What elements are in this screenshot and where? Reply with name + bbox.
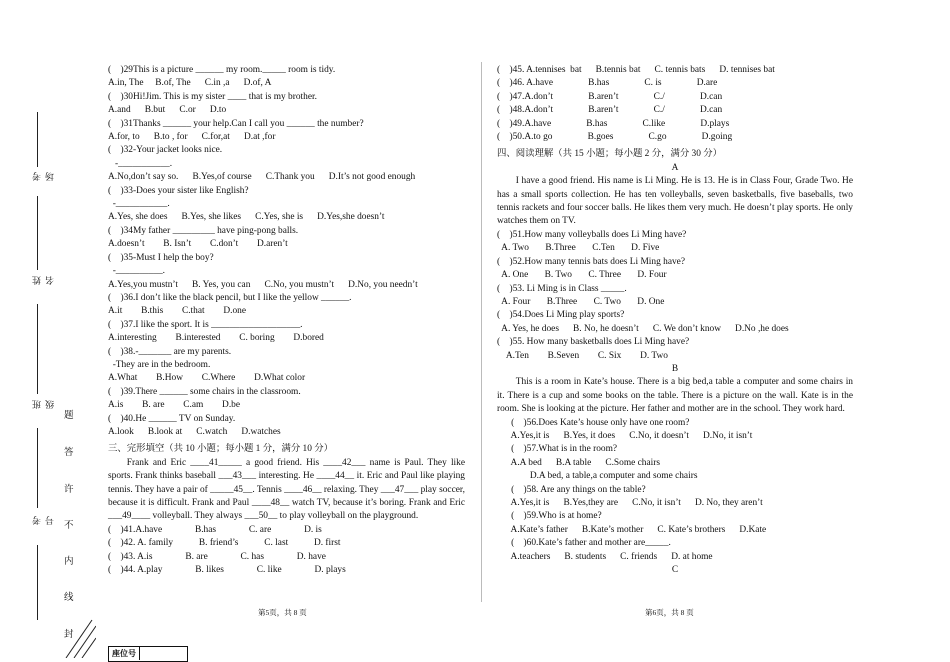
section-heading: 三、完形填空（共 10 小题；每小题 1 分，满分 10 分） bbox=[108, 444, 334, 455]
question-line: A.Ten B.Seven C. Six D. Two bbox=[497, 350, 668, 361]
question-line: ( )31Thanks ______ your help.Can I call you ______ the number? bbox=[108, 118, 364, 129]
question-line: -___________. bbox=[108, 199, 170, 210]
no-answer-char-5: 内 bbox=[64, 556, 74, 567]
question-line: A.interesting B.interested C. boring D.bored bbox=[108, 333, 324, 344]
question-line: A. Four B.Three C. Two D. One bbox=[497, 296, 665, 307]
question-line: A.and B.but C.or D.to bbox=[108, 105, 227, 116]
question-line: A. Two B.Three C.Ten D. Five bbox=[497, 243, 660, 254]
question-line: A.What B.How C.Where D.What color bbox=[108, 373, 306, 384]
passage-paragraph: I have a good friend. His name is Li Ming. He is 13. He is in Class Four, Grade Two. He has a small sports collection. He has ten volleyballs, seven basketballs, five baseballs, two tennis rackets and four soccer balls. He likes them very much. He doesn’t play sports. He only watches them on TV. bbox=[497, 176, 853, 227]
question-line: ( )39.There ______ some chairs in the classroom. bbox=[108, 386, 301, 397]
exam-room-label: 考场 bbox=[33, 172, 56, 181]
question-line: ( )34My father _________ have ping-pong balls. bbox=[108, 225, 299, 236]
no-answer-char-7: 封 bbox=[64, 629, 74, 640]
student-no-label: 考号 bbox=[33, 516, 56, 525]
question-line: ( )60.Kate’s father and mother are_____. bbox=[497, 538, 671, 549]
question-line: A.is B. are C.am D.be bbox=[108, 400, 241, 411]
no-answer-char-2: 答 bbox=[64, 447, 74, 458]
question-line: ( )33-Does your sister like English? bbox=[108, 185, 249, 196]
question-line: D.A bed, a table,a computer and some chairs bbox=[497, 471, 698, 482]
question-line: A.Yes,it is B.Yes,they are C.No, it isn’t D. No, they aren’t bbox=[497, 498, 763, 508]
question-line: A.A bed B.A table C.Some chairs bbox=[497, 457, 661, 468]
question-line: ( )44. A.play B. likes C. like D. plays bbox=[108, 565, 346, 576]
question-line: ( )35-Must I help the boy? bbox=[108, 252, 214, 263]
question-line: A.No,don’t say so. B.Yes,of course C.Thank you D.It’s not good enough bbox=[108, 172, 416, 183]
no-answer-char-4: 不 bbox=[64, 520, 74, 531]
question-line: ( )29This is a picture ______ my room._____ room is tidy. bbox=[108, 65, 336, 75]
question-line: A.Yes,you mustn’t B. Yes, you can C.No, you mustn’t D.No, you needn’t bbox=[108, 279, 418, 290]
class-label: 班级 bbox=[33, 400, 56, 409]
section-heading: 四、阅读理解（共 15 小题；每小题 2 分，满分 30 分） bbox=[497, 149, 723, 160]
footer-left-page-number: 第5页，共 8 页 bbox=[258, 608, 307, 617]
question-line: A. One B. Two C. Three D. Four bbox=[497, 270, 667, 281]
question-line: ( )57.What is in the room? bbox=[497, 444, 618, 455]
seat-number-box bbox=[108, 646, 188, 662]
passage-label: C bbox=[671, 565, 679, 576]
question-line: ( )46. A.have B.has C. is D.are bbox=[497, 78, 718, 89]
name-line-lower bbox=[37, 304, 38, 394]
question-line: ( )56.Does Kate’s house only have one room? bbox=[497, 417, 690, 428]
question-line: A.Yes,it is B.Yes, it does C.No, it doesn’t D.No, it isn’t bbox=[497, 430, 753, 441]
question-line: ( )55. How many basketballs does Li Ming have? bbox=[497, 337, 690, 348]
question-line: A.it B.this C.that D.one bbox=[108, 306, 247, 317]
binding-hatch-mark bbox=[62, 618, 96, 658]
student-no-line bbox=[37, 545, 38, 620]
right-column bbox=[497, 64, 853, 577]
question-line: -__________. bbox=[108, 266, 166, 277]
question-line: ( )43. A.is B. are C. has D. have bbox=[108, 551, 326, 562]
exam-room-line bbox=[37, 112, 38, 167]
left-column bbox=[108, 64, 465, 577]
question-line: ( )50.A.to go B.goes C.go D.going bbox=[497, 132, 733, 143]
question-line: ( )42. A. family B. friend’s C. last D. first bbox=[108, 538, 341, 549]
question-line: A.doesn’t B. Isn’t C.don’t D.aren’t bbox=[108, 239, 288, 250]
footer-right-page-number: 第6页，共 8 页 bbox=[645, 608, 694, 617]
question-line: ( )59.Who is at home? bbox=[497, 511, 602, 522]
question-line: ( )53. Li Ming is in Class _____. bbox=[497, 283, 627, 294]
question-line: ( )48.A.don’t B.aren’t C./ D.can bbox=[497, 105, 723, 116]
no-answer-char-6: 线 bbox=[64, 592, 74, 603]
question-line: A.teachers B. students C. friends D. at home bbox=[497, 551, 713, 562]
no-answer-char-1: 题 bbox=[64, 410, 74, 421]
seat-number-label: 座位号 bbox=[109, 647, 140, 660]
question-line: ( )40.He ______ TV on Sunday. bbox=[108, 413, 236, 424]
class-line bbox=[37, 428, 38, 508]
question-line: ( )32-Your jacket looks nice. bbox=[108, 145, 223, 156]
question-line: A.in, The B.of, The C.in ,a D.of, A bbox=[108, 78, 272, 89]
question-line: ( )41.A.have B.has C. are D. is bbox=[108, 524, 322, 535]
column-divider bbox=[481, 62, 482, 602]
name-line bbox=[37, 196, 38, 270]
question-line: A.look B.look at C.watch D.watches bbox=[108, 426, 281, 437]
question-line: A.Kate’s father B.Kate’s mother C. Kate’s brothers D.Kate bbox=[497, 524, 767, 535]
question-line: ( )51.How many volleyballs does Li Ming have? bbox=[497, 229, 687, 240]
question-line: ( )36.I don’t like the black pencil, but I like the yellow ______. bbox=[108, 292, 352, 303]
name-label: 姓名 bbox=[33, 276, 56, 285]
question-line: ( )49.A.have B.has C.like D.plays bbox=[497, 118, 730, 129]
passage-paragraph: Frank and Eric ____41_____ a good friend. His ____42___ name is Paul. They like sports. Frank thinks baseball ___43___ interesting. He ____44__ it. Eric and Paul like playing tennis. They have a pair of _____45__. Tennis ____46__ relaxing. They ___47___ play soccer, because it is difficult. Frank and Paul ____48__ watch TV, because it’s boring. Frank and Eric ___49____ volleyball. They always ___50__ to play volleyball on the playground. bbox=[108, 457, 465, 522]
question-line: -___________. bbox=[108, 158, 173, 169]
question-line: ( )30Hi!Jim. This is my sister ____ that is my brother. bbox=[108, 91, 317, 102]
question-line: ( )54.Does Li Ming play sports? bbox=[497, 310, 625, 321]
question-line: ( )37.I like the sport. It is ___________________. bbox=[108, 319, 303, 330]
question-line: A.for, to B.to , for C.for,at D.at ,for bbox=[108, 132, 276, 143]
passage-paragraph: This is a room in Kate’s house. There is a big bed,a table a computer and some chairs in it. There is a cup and some books on the table. There is a picture on the wall. Kate is in the room. She is looking at the picture. Her father and mother are in the school. They work hard. bbox=[497, 377, 853, 415]
question-line: A. Yes, he does B. No, he doesn’t C. We don’t know D.No ,he does bbox=[497, 323, 789, 334]
question-line: ( )45. A.tennises bat B.tennis bat C. tennis bats D. tennises bat bbox=[497, 65, 775, 75]
question-line: -They are in the bedroom. bbox=[108, 359, 211, 370]
passage-label: B bbox=[671, 363, 679, 374]
question-line: A.Yes, she does B.Yes, she likes C.Yes, she is D.Yes,she doesn’t bbox=[108, 212, 385, 223]
question-line: ( )47.A.don’t B.aren’t C./ D.can bbox=[497, 91, 723, 102]
question-line: ( )58. Are any things on the table? bbox=[497, 484, 646, 495]
passage-label: A bbox=[671, 162, 679, 173]
question-line: ( )52.How many tennis bats does Li Ming have? bbox=[497, 256, 685, 267]
no-answer-char-3: 许 bbox=[64, 484, 74, 495]
question-line: ( )38.-_______ are my parents. bbox=[108, 346, 232, 357]
